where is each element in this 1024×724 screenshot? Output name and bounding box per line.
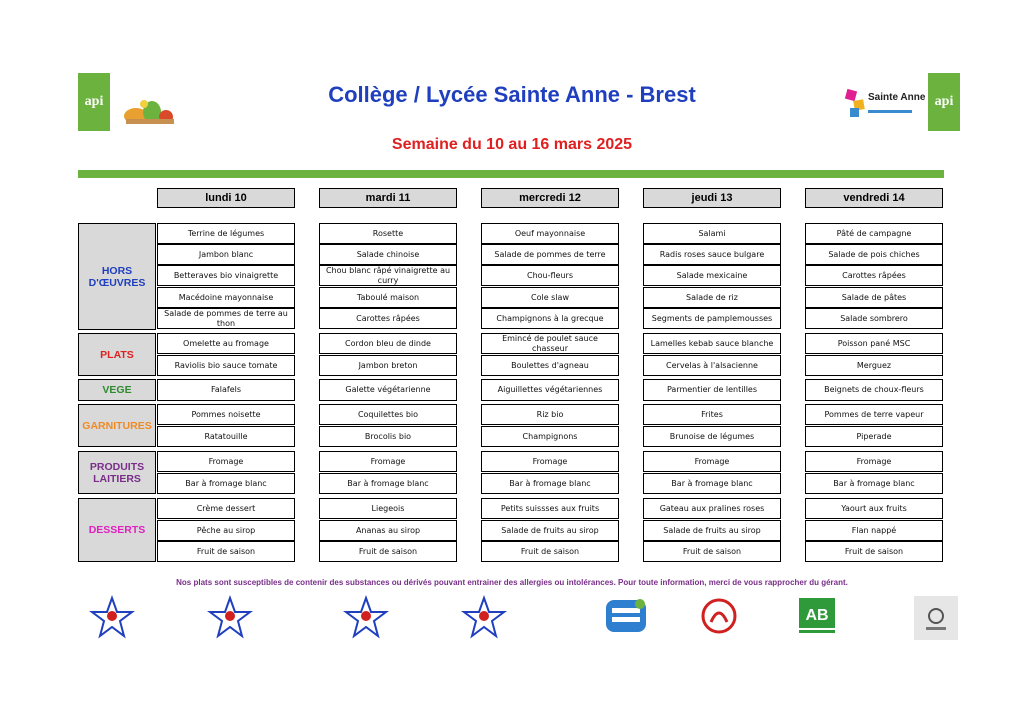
menu-cell: Carottes râpées [805,265,943,286]
menu-cell: Segments de pamplemousses [643,308,781,329]
week-subtitle: Semaine du 10 au 16 mars 2025 [391,136,633,153]
menu-cell: Salade chinoise [319,244,457,265]
menu-cell: Oeuf mayonnaise [481,223,619,244]
menu-cell: Rosette [319,223,457,244]
menu-cell: Fromage [319,451,457,472]
menu-cell: Fruit de saison [481,541,619,562]
menu-cell: Beignets de choux-fleurs [805,379,943,401]
viande-de-veau-francaise-icon [208,596,252,640]
menu-cell: Ananas au sirop [319,520,457,541]
menu-cell: Salami [643,223,781,244]
menu-cell: Carottes râpées [319,308,457,329]
page-title: Collège / Lycée Sainte Anne - Brest [328,82,696,107]
menu-cell: Cervelas à l'alsacienne [643,355,781,376]
category-plats: PLATS [78,333,156,376]
menu-cell: Champignons [481,426,619,447]
menu-cell: Taboulé maison [319,287,457,308]
menu-cell: Fruit de saison [805,541,943,562]
menu-cell: Yaourt aux fruits [805,498,943,519]
menu-cell: Fruit de saison [643,541,781,562]
category-vege: VEGE [78,379,156,401]
school-logo-text: Sainte Anne [868,92,926,103]
day-header: jeudi 13 [643,188,781,208]
menu-cell: Chou blanc râpé vinaigrette au curry [319,265,457,286]
menu-cell: Bar à fromage blanc [805,473,943,494]
category-produits-laitiers: PRODUITS LAITIERS [78,451,156,494]
volaille-francaise-icon [462,596,506,640]
menu-cell: Fromage [805,451,943,472]
menu-cell: Radis roses sauce bulgare [643,244,781,265]
menu-cell: Betteraves bio vinaigrette [157,265,295,286]
sainte-anne-logo [846,84,926,124]
menu-cell: Bar à fromage blanc [157,473,295,494]
menu-cell: Brocolis bio [319,426,457,447]
menu-cell: Riz bio [481,404,619,425]
triskell-icon [914,596,958,640]
menu-cell: Ratatouille [157,426,295,447]
menu-cell: Jambon breton [319,355,457,376]
menu-cell: Champignons à la grecque [481,308,619,329]
menu-cell: Fromage [157,451,295,472]
api-logo-right [928,73,960,131]
menu-cell: Omelette au fromage [157,333,295,354]
category-desserts: DESSERTS [78,498,156,562]
menu-cell: Falafels [157,379,295,401]
menu-cell: Coquilettes bio [319,404,457,425]
menu-cell: Bar à fromage blanc [319,473,457,494]
menu-cell: Boulettes d'agneau [481,355,619,376]
menu-cell: Crème dessert [157,498,295,519]
menu-cell: Gateau aux pralines roses [643,498,781,519]
category-garnitures: GARNITURES [78,404,156,447]
label-rouge-icon [697,596,741,640]
menu-cell: Bar à fromage blanc [481,473,619,494]
api-logo-text: api [84,94,104,109]
menu-cell: Parmentier de lentilles [643,379,781,401]
menu-cell: Merguez [805,355,943,376]
menu-cell: Fromage [643,451,781,472]
category-hors-doeuvres: HORS D'ŒUVRES [78,223,156,330]
api-logo-text: api [934,94,954,109]
menu-cell: Salade de pommes de terre [481,244,619,265]
menu-cell: Bar à fromage blanc [643,473,781,494]
menu-cell: Pommes noisette [157,404,295,425]
menu-cell: Flan nappé [805,520,943,541]
menu-cell: Salade de pâtes [805,287,943,308]
le-porc-francais-icon [344,596,388,640]
menu-cell: Liegeois [319,498,457,519]
menu-cell: Lamelles kebab sauce blanche [643,333,781,354]
menu-cell: Cordon bleu de dinde [319,333,457,354]
menu-cell: Pâté de campagne [805,223,943,244]
menu-cell: Pêche au sirop [157,520,295,541]
menu-cell: Salade sombrero [805,308,943,329]
menu-cell: Fruit de saison [157,541,295,562]
menu-cell: Jambon blanc [157,244,295,265]
menu-cell: Salade de riz [643,287,781,308]
menu-cell: Brunoise de légumes [643,426,781,447]
menu-cell: Salade de fruits au sirop [643,520,781,541]
bleu-blanc-coeur-icon [604,596,648,640]
menu-cell: Aiguillettes végétariennes [481,379,619,401]
menu-cell: Fromage [481,451,619,472]
menu-cell: Emincé de poulet sauce chasseur [481,333,619,354]
menu-cell: Macédoine mayonnaise [157,287,295,308]
day-header: lundi 10 [157,188,295,208]
menu-cell: Salade de pommes de terre au thon [157,308,295,329]
menu-cell: Galette végétarienne [319,379,457,401]
menu-cell: Cole slaw [481,287,619,308]
agriculture-biologique-icon [795,596,839,640]
menu-cell: Raviolis bio sauce tomate [157,355,295,376]
day-header: vendredi 14 [805,188,943,208]
menu-cell: Salade de pois chiches [805,244,943,265]
menu-cell: Salade mexicaine [643,265,781,286]
menu-cell: Petits suissses aux fruits [481,498,619,519]
day-header: mardi 11 [319,188,457,208]
menu-cell: Poisson pané MSC [805,333,943,354]
day-header: mercredi 12 [481,188,619,208]
menu-cell: Fruit de saison [319,541,457,562]
header-divider [78,170,944,178]
menu-cell: Chou-fleurs [481,265,619,286]
allergy-footnote: Nos plats sont susceptibles de contenir des substances ou dérivés pouvant entrainer des allergies ou intolérances. Pour toute information, merci de vous rapprocher du gérant. [176,578,848,587]
menu-cell: Piperade [805,426,943,447]
svg-text:AB: AB [805,607,829,624]
menu-cell: Pommes de terre vapeur [805,404,943,425]
menu-cell: Frites [643,404,781,425]
menu-cell: Salade de fruits au sirop [481,520,619,541]
viande-bovine-francaise-icon [90,596,134,640]
menu-cell: Terrine de légumes [157,223,295,244]
